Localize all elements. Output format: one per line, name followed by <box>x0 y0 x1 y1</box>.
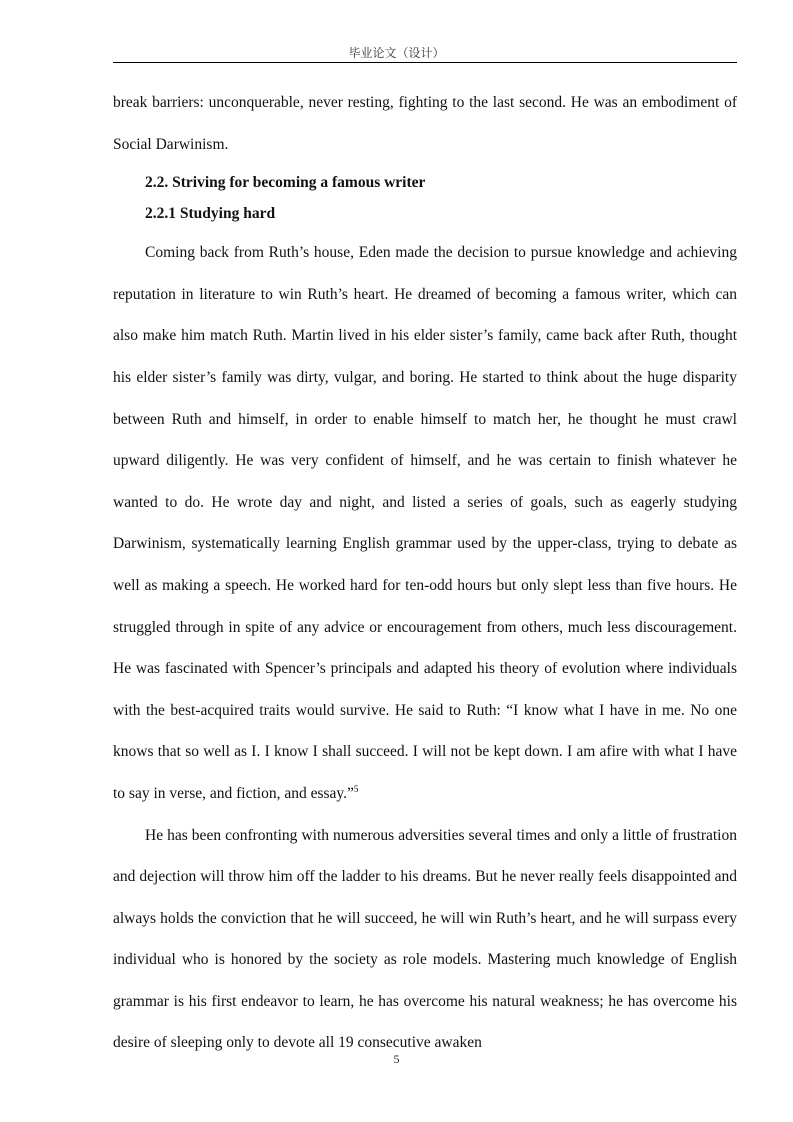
subsection-heading: 2.2.1 Studying hard <box>145 205 276 223</box>
header-rule <box>113 62 737 63</box>
continuation-paragraph: break barriers: unconquerable, never resting, fighting to the last second. He was an embodiment of Social Darwinism. <box>113 94 737 153</box>
page-header-title: 毕业论文（设计） <box>348 46 445 60</box>
document-body <box>113 82 737 1064</box>
body-paragraph-2: He has been confronting with numerous adversities several times and only a little of frustration and dejection will throw him off the ladder to his dreams. But he never really feels disappointed and always holds the conviction that he will succeed, he will win Ruth’s heart, and he will surpass every individual who is honored by the society as role models. Mastering much knowledge of English grammar is his first endeavor to learn, he has overcome his natural weakness; he has overcome his desire of sleeping only to devote all 19 consecutive awaken <box>113 826 737 1052</box>
page-number: 5 <box>393 1052 400 1066</box>
body-paragraph-1-text: Coming back from Ruth’s house, Eden made the decision to pursue knowledge and achieving reputation in literature to win Ruth’s heart. He dreamed of becoming a famous writer, which can also make him match Ruth. Martin lived in his elder sister’s family, came back after Ruth, thought his elder sister’s family was dirty, vulgar, and boring. He started to think about the huge disparity between Ruth and himself, in order to enable himself to match her, he thought he must crawl upward diligently. He was very confident of himself, and he was certain to finish whatever he wanted to do. He wrote day and night, and listed a series of goals, such as eagerly studying Darwinism, systematically learning English grammar used by the upper-class, trying to debate as well as making a speech. He worked hard for ten-odd hours but only slept less than five hours. He struggled through in spite of any advice or encouragement from others, much less discouragement. He was fascinated with Spencer’s principals and adapted his theory of evolution where individuals with the best-acquired traits would survive. He said to Ruth: “I know what I have in me. No one knows that so well as I. I know I shall succeed. I will not be kept down. I am afire with what I have to say in verse, and fiction, and essay.” <box>113 244 737 802</box>
section-heading: 2.2. Striving for becoming a famous writer <box>145 174 426 192</box>
footnote-reference[interactable]: 5 <box>353 783 359 794</box>
body-paragraph-1 <box>113 232 737 814</box>
